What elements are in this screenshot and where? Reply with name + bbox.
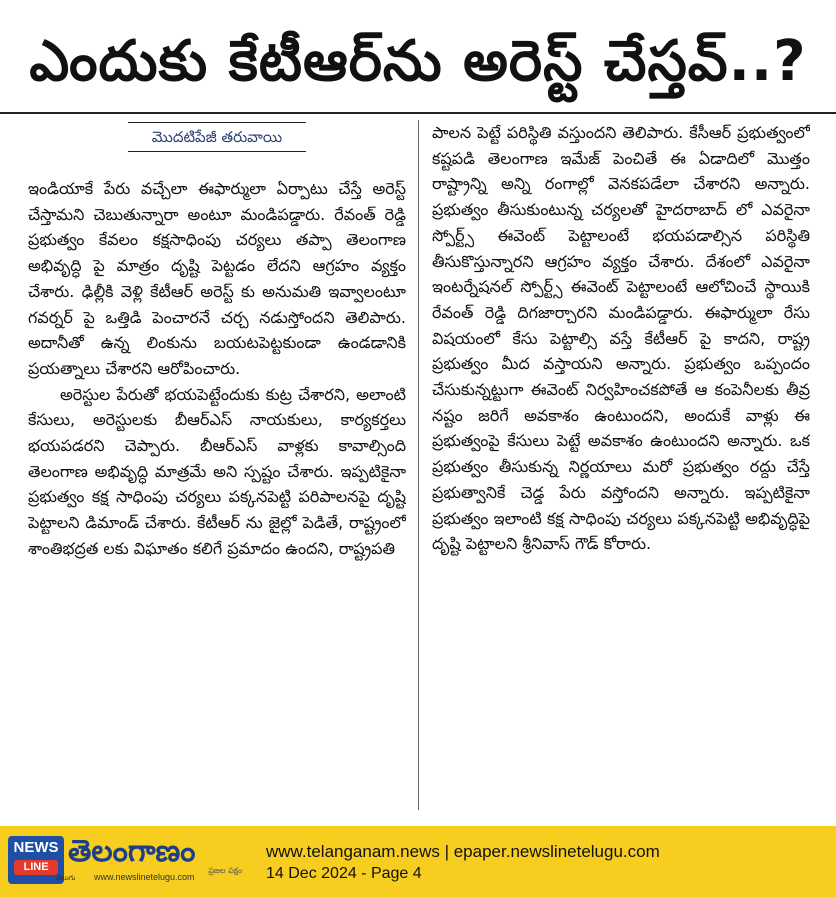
column-divider xyxy=(418,120,419,810)
telanganam-brand xyxy=(56,834,248,890)
article-column-left xyxy=(28,176,406,816)
brand-url: www.newslinetelugu.com xyxy=(94,872,195,882)
logo-telugu-text: తెలుగు xyxy=(56,874,76,882)
logo-news-text: NEWS xyxy=(13,839,59,856)
footer-links: www.telanganam.news | epaper.newslinetelugu.com xyxy=(266,842,660,861)
date-page: 14 Dec 2024 - Page 4 xyxy=(266,865,422,882)
footer-bar xyxy=(0,826,836,897)
paragraph: పాలన పెట్టే పరిస్థితి వస్తుందని తెలిపారు. కేసీఆర్ ప్రభుత్వంలో కష్టపడి తెలంగాణ ఇమేజ్ పెంచితే ఈ ఏడాదిలో మొత్తం రాష్ట్రాన్ని అన్ని రంగాల్లో వెనకపడేలా చేశారని అన్నారు. ప్రభుత్వం తీసుకుంటున్న చర్యలతో హైదరాబాద్ లో ఎవరైనా స్పోర్ట్స్ ఈవెంట్ పెట్టాలంటే భయపడాల్సిన పరిస్థితి తీసుకొస్తున్నారని ఆగ్రహం వ్యక్తం చేశారు. దేశంలో ఎవరైనా ఇంటర్నేషనల్ స్పోర్ట్స్ ఈవెంట్ పెట్టాలంటే ఆలోచించే స్థాయికి రేవంత్ రెడ్డి దిగజార్చారని మండిపడ్డారు. ఈఫార్ములా రేసు విషయంలో కేసు పెట్టాల్సి వస్తే కేటీఆర్ పై కాదని, రాష్ట్ర ప్రభుత్వం మీద వస్తాయని అన్నారు. ప్రభుత్వం ఒప్పందం చేసుకున్నట్టుగా ఈవెంట్ నిర్వహించకపోతే ఆ కంపెనీలకు తీవ్ర నష్టం జరిగే అవకాశం ఉంటుందని, అందుకే వాళ్లు ఈ ప్రభుత్వంపై కేసులు పెట్టే అవకాశం ఉంటుందని అన్నారు. ఒక ప్రభుత్వం తీసుకున్న నిర్ణయాలు మరో ప్రభుత్వం రద్దు చేస్తే ప్రభుత్వానికే చెడ్డ పేరు వస్తోందని అన్నారు. ఇప్పటికైనా ప్రభుత్వం ఇలాంటి కక్ష సాధింపు చర్యలు పక్కనపెట్టి అభివృద్ధిపై దృష్టి పెట్టాలని శ్రీనివాస్ గౌడ్ కోరారు. xyxy=(432,123,810,554)
headline-rule xyxy=(0,112,836,114)
headline: ఎందుకు కేటీఆర్‌ను అరెస్ట్ చేస్తవ్..? xyxy=(29,29,807,94)
subhead-rule-top xyxy=(128,122,306,123)
subhead-rule-bottom xyxy=(128,151,306,152)
brand-name: తెలంగాణం xyxy=(68,834,196,869)
article-column-right xyxy=(432,120,810,810)
paragraph: అరెస్టుల పేరుతో భయపెట్టేందుకు కుట్ర చేశారని, అలాంటి కేసులు, అరెస్టులకు బీఆర్ఎస్ నాయకులు, కార్యకర్తలు భయపడరని చెప్పారు. బీఆర్ఎస్ వాళ్లకు కావాల్సింది తెలంగాణ అభివృద్ధి మాత్రమే అని స్పష్టం చేశారు. ఇప్పటికైనా ప్రభుత్వం కక్ష సాధింపు చర్యలు పక్కనపెట్టి పరిపాలనపై దృష్టి పెట్టాలని డిమాండ్ చేశారు. కేటీఆర్ ను జైల్లో పెడితే, రాష్ట్రంలో శాంతిభద్రత లకు విఘాతం కలిగే ప్రమాదం ఉందని, రాష్ట్రపతి xyxy=(28,384,406,558)
continuation-label: మొదటిపేజీ తరువాయి xyxy=(151,128,283,146)
paragraph: ఇండియాకే పేరు వచ్చేలా ఈఫార్ములా ఏర్పాటు చేస్తే అరెస్ట్ చేస్తామని చెబుతున్నారా అంటూ మండిపడ్డారు. రేవంత్ రెడ్డి ప్రభుత్వం కేవలం కక్షసాధింపు చర్యలు తప్పా తెలంగాణ అభివృద్ధి పై మాత్రం దృష్టి పెట్టడం లేదని ఆగ్రహం వ్యక్తం చేశారు. ఢిల్లీకి వెళ్లి కేటీఆర్ అరెస్ట్ కు అనుమతి ఇవ్వాలంటూ గవర్నర్ పై ఒత్తిడి పెంచారనే చర్చ నడుస్తోందని తెలిపారు. అదానీతో ఉన్న లింకును బయటపెట్టకుండా ఉండడానికి ప్రయత్నాలు చేశారని ఆరోపించారు. xyxy=(28,179,406,378)
logo-line-text: LINE xyxy=(14,860,58,875)
brand-tagline: ప్రజల పక్షం xyxy=(208,866,242,875)
